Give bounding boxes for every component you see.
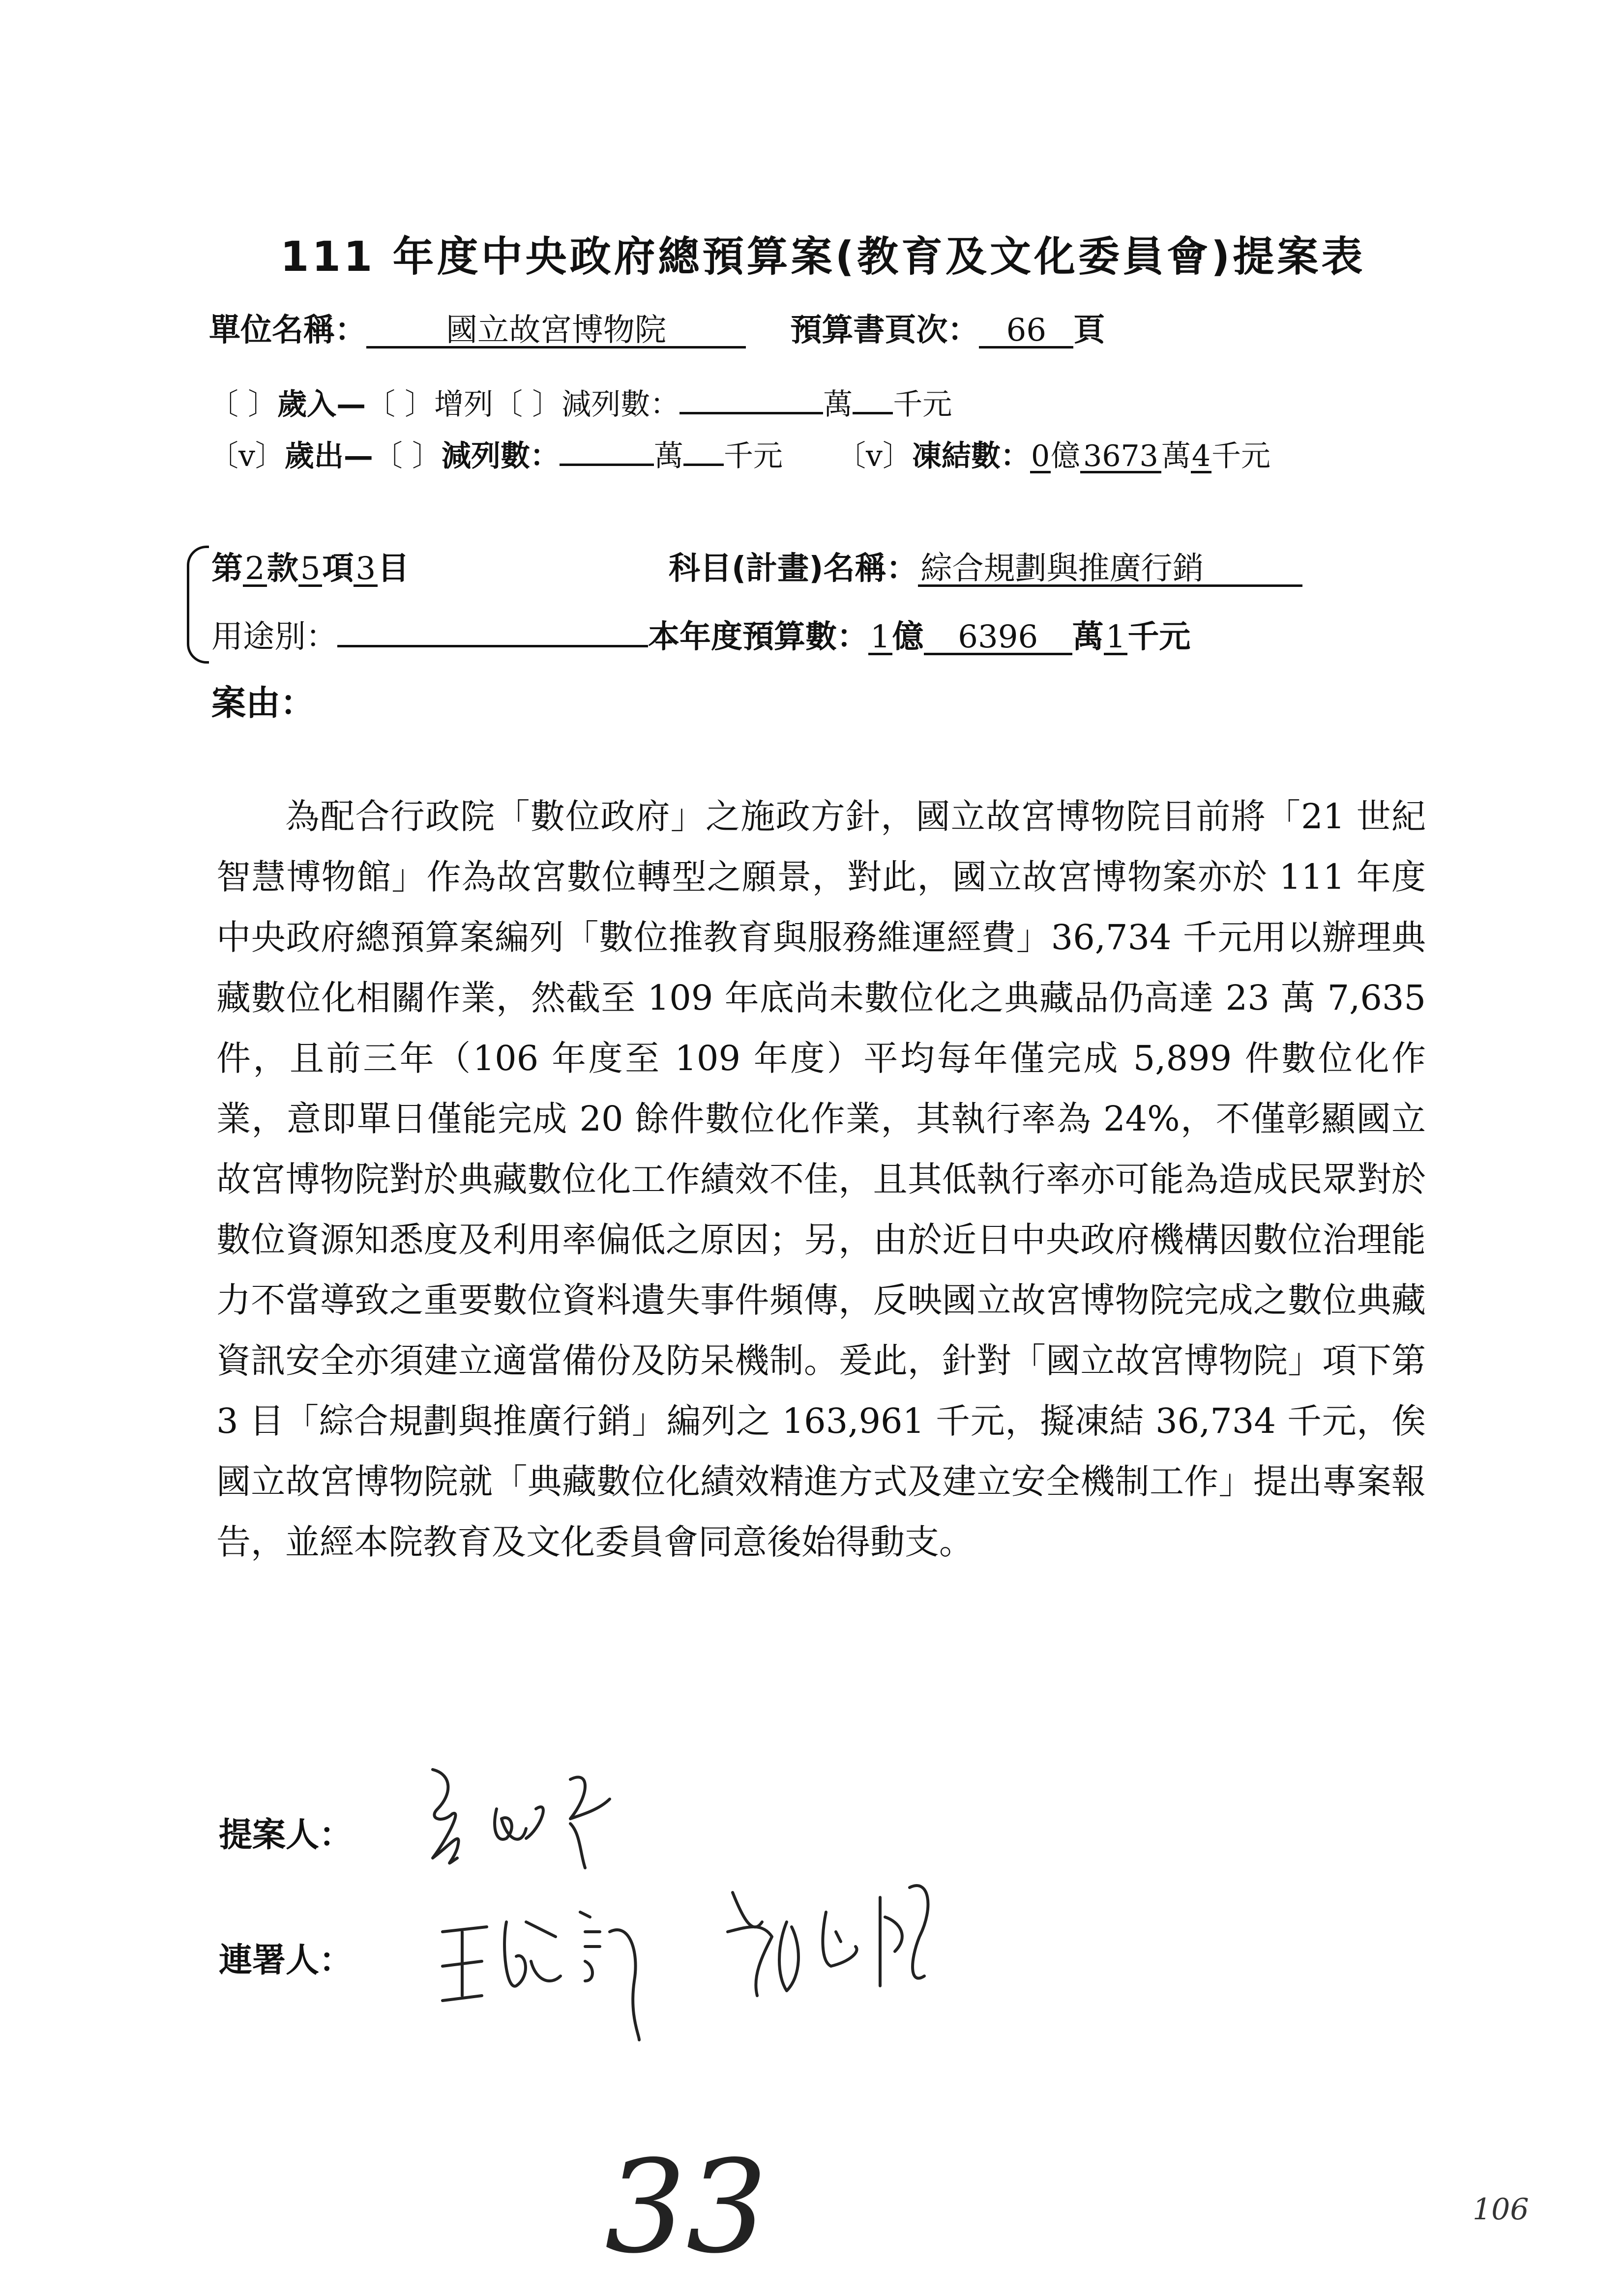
- budget-wan-unit: 萬: [1072, 619, 1104, 655]
- revenue-wan-field[interactable]: [679, 383, 823, 414]
- reason-label: 案由：: [211, 683, 315, 723]
- subject-row: [669, 553, 1302, 587]
- mu-value: 3: [354, 553, 378, 587]
- proposer-signature: [423, 1765, 679, 1878]
- revenue-row: [209, 383, 952, 422]
- exp-decrease-checkbox[interactable]: 〔 〕: [373, 439, 442, 473]
- exp-wan-field[interactable]: [560, 435, 654, 466]
- freeze-wan-value: 3673: [1080, 441, 1161, 473]
- subject-label: 科目(計畫)名稱：: [669, 551, 918, 587]
- cosigner-signature-1: [433, 1892, 679, 2045]
- proposer-label: 提案人：: [219, 1816, 353, 1855]
- revenue-qian-field[interactable]: [853, 383, 893, 414]
- kuan-value: 2: [243, 553, 267, 587]
- budget-yi-value: 1: [868, 621, 892, 655]
- budget-yi-unit: 億: [892, 619, 924, 655]
- exp-decrease-label: 減列數：: [441, 439, 560, 473]
- unit-label: 單位名稱：: [209, 312, 366, 349]
- freeze-yi-unit: 億: [1051, 439, 1081, 473]
- freeze-wan-unit: 萬: [1161, 439, 1191, 473]
- usage-value[interactable]: [337, 614, 648, 647]
- expenditure-label: 歲出—: [284, 439, 373, 473]
- freeze-checkbox[interactable]: 〔v〕: [836, 439, 912, 473]
- kuan-unit: 款: [266, 551, 298, 587]
- item-brace: [187, 546, 209, 664]
- reason-text: 為配合行政院「數位政府」之施政方針，國立故宮博物院目前將「21 世紀智慧博物館」作為故宮數位轉型之願景，對此，國立故宮博物案亦於 111 年度中央政府總預算案編列「數位推教育與服務維運經費」36,734 千元用以辦理典藏數位化相關作業，然截至 109 年底尚未數位化之典藏品仍高達 23 萬 7,635 件，且前三年（106 年度至 109 年度）平均每年僅完成 5,899 件數位化作業，意即單日僅能完成 20 餘件數位化作業，其執行率為 24%，不僅彰顯國立故宮博物院對於典藏數位化工作績效不佳，且其低執行率亦可能為造成民眾對於數位資源知悉度及利用率偏低之原因；另，由於近日中央政府機構因數位治理能力不當導致之重要數位資料遺失事件頻傳，反映國立故宮博物院完成之數位典藏資訊安全亦須建立適當備份及防呆機制。爰此，針對「國立故宮博物院」項下第 3 目「綜合規劃與推廣行銷」編列之 163,961 千元，擬凍結 36,734 千元，俟國立故宮博物院就「典藏數位化績效精進方式及建立安全機制工作」提出專案報告，並經本院教育及文化委員會同意後始得動支。: [216, 796, 1426, 1562]
- freeze-qian-value: 4: [1191, 439, 1211, 473]
- unit-row: [209, 312, 1105, 349]
- xiang-unit: 項: [322, 551, 354, 587]
- cosigner-signature-2: [723, 1878, 978, 2005]
- budget-qian-value: 1: [1104, 621, 1128, 655]
- wan-unit: 萬: [823, 387, 853, 422]
- expenditure-checkbox[interactable]: 〔v〕: [209, 439, 285, 473]
- expenditure-row: [209, 435, 1270, 473]
- cosigner-label: 連署人：: [219, 1941, 353, 1980]
- usage-row: [211, 614, 1190, 655]
- page-value: 66: [979, 315, 1073, 349]
- exp-wan-unit: 萬: [653, 439, 683, 473]
- exp-qian-field[interactable]: [683, 435, 724, 466]
- reason-body: [216, 786, 1426, 1572]
- budget-qian-unit: 千元: [1127, 619, 1191, 655]
- increase-label: 增列: [434, 387, 494, 422]
- qian-unit: 千元: [893, 387, 952, 422]
- di-label: 第: [211, 551, 243, 587]
- handwritten-number-33: [605, 2133, 768, 2282]
- page-number: 106: [1473, 2192, 1529, 2227]
- freeze-yi-value: 0: [1031, 439, 1050, 473]
- page-label: 預算書頁次：: [790, 312, 979, 349]
- item-row: [211, 553, 409, 587]
- unit-value: 國立故宮博物院: [366, 315, 746, 349]
- revenue-label: 歲入—: [277, 387, 366, 422]
- exp-qian-unit: 千元: [723, 439, 783, 473]
- revenue-checkbox[interactable]: 〔 〕: [209, 387, 278, 422]
- mu-unit: 目: [378, 551, 410, 587]
- freeze-qian-unit: 千元: [1211, 439, 1271, 473]
- budget-label: 本年度預算數：: [648, 619, 868, 655]
- decrease-label: 減列數：: [561, 387, 680, 422]
- handwritten-number: 33: [605, 2133, 768, 2282]
- page-suffix: 頁: [1073, 312, 1105, 349]
- freeze-label: 凍結數：: [912, 439, 1030, 473]
- usage-label: 用途別：: [211, 619, 337, 655]
- budget-wan-value: 6396: [924, 621, 1072, 655]
- subject-value: 綜合規劃與推廣行銷: [918, 553, 1302, 587]
- increase-checkbox[interactable]: 〔 〕: [366, 387, 435, 422]
- decrease-checkbox[interactable]: 〔 〕: [493, 387, 562, 422]
- xiang-value: 5: [298, 553, 323, 587]
- document-title: 111 年度中央政府總預算案(教育及文化委員會)提案表: [280, 233, 1366, 281]
